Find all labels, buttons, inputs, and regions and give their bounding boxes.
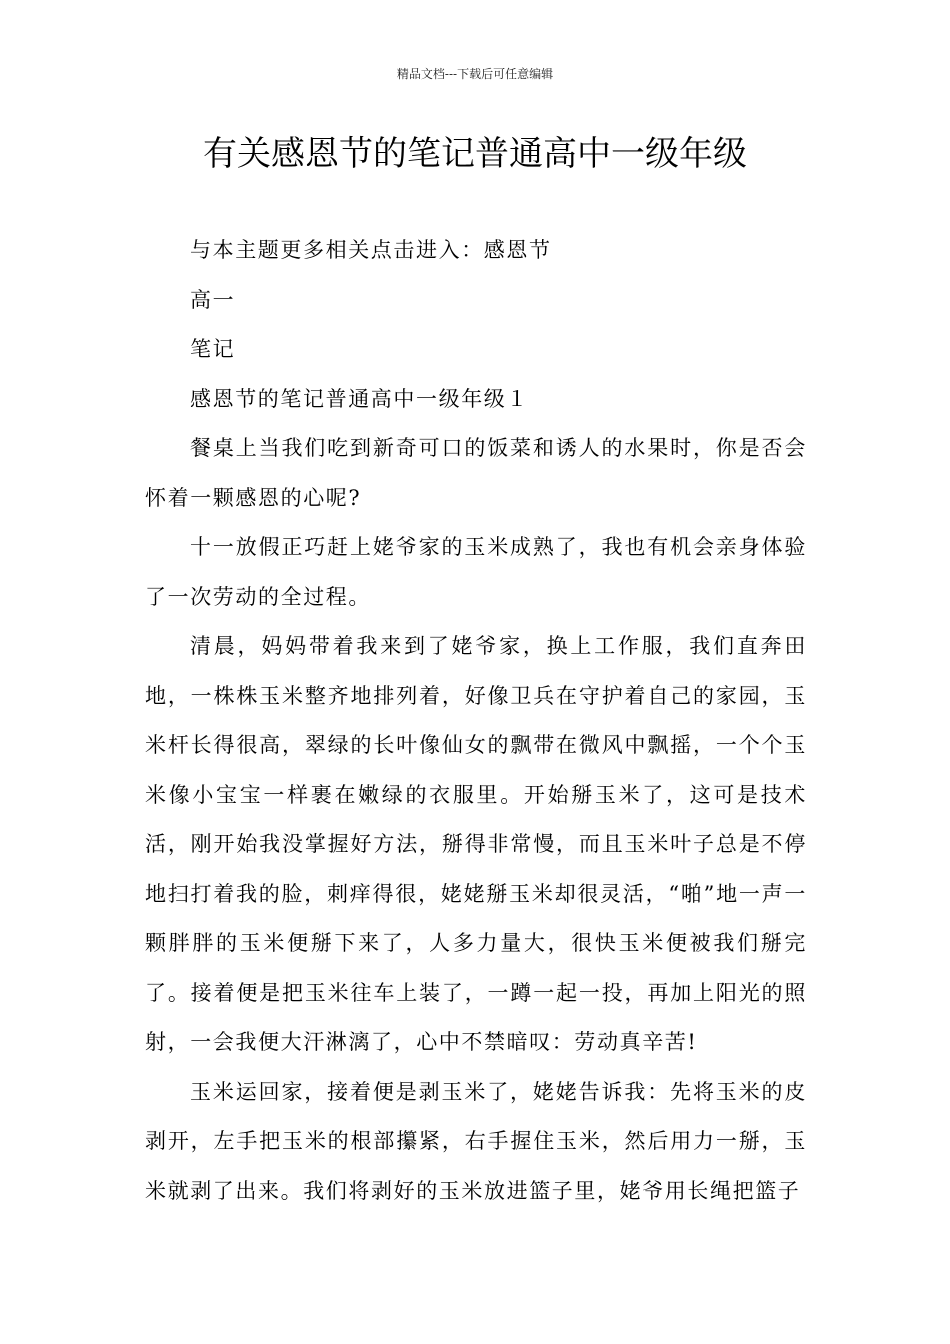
document-title: 有关感恩节的笔记普通高中一级年级 [203,134,747,174]
paragraph: 与本主题更多相关点击进入：感恩节 [190,238,552,262]
paragraph: 玉米运回家，接着便是剥玉米了，姥姥告诉我：先将玉米的皮剥开，左手把玉米的根部攥紧，右手握住玉米，然后用力一掰，玉米就剥了出来。我们将剥好的玉米放进篮子里，姥爷用长绳把篮子 [145,1079,807,1203]
paragraph: 十一放假正巧赶上姥爷家的玉米成熟了，我也有机会亲身体验了一次劳动的全过程。 [145,535,807,609]
document-body [145,226,807,1216]
paragraph: 笔记 [190,337,236,361]
paragraph: 餐桌上当我们吃到新奇可口的饭菜和诱人的水果时，你是否会怀着一颗感恩的心呢? [145,436,807,510]
header-note: 精品文档---下载后可任意编辑 [396,67,554,81]
paragraph: 高一 [190,287,236,312]
paragraph: 清晨，妈妈带着我来到了姥爷家，换上工作服，我们直奔田地，一株株玉米整齐地排列着，好像卫兵在守护着自己的家园，玉米杆长得很高，翠绿的长叶像仙女的飘带在微风中飘摇，一个个玉米像小宝宝一样裹在嫩绿的衣服里。开始掰玉米了，这可是技术活，刚开始我没掌握好方法，掰得非常慢，而且玉米叶子总是不停地扫打着我的脸，刺痒得很，姥姥掰玉米却很灵活，“啪”地一声一颗胖胖的玉米便掰下来了，人多力量大，很快玉米便被我们掰完了。接着便是把玉米往车上装了，一蹲一起一投，再加上阳光的照射，一会我便大汗淋漓了，心中不禁暗叹：劳动真辛苦! [145,634,807,1054]
paragraph: 感恩节的笔记普通高中一级年级１ [190,386,529,411]
